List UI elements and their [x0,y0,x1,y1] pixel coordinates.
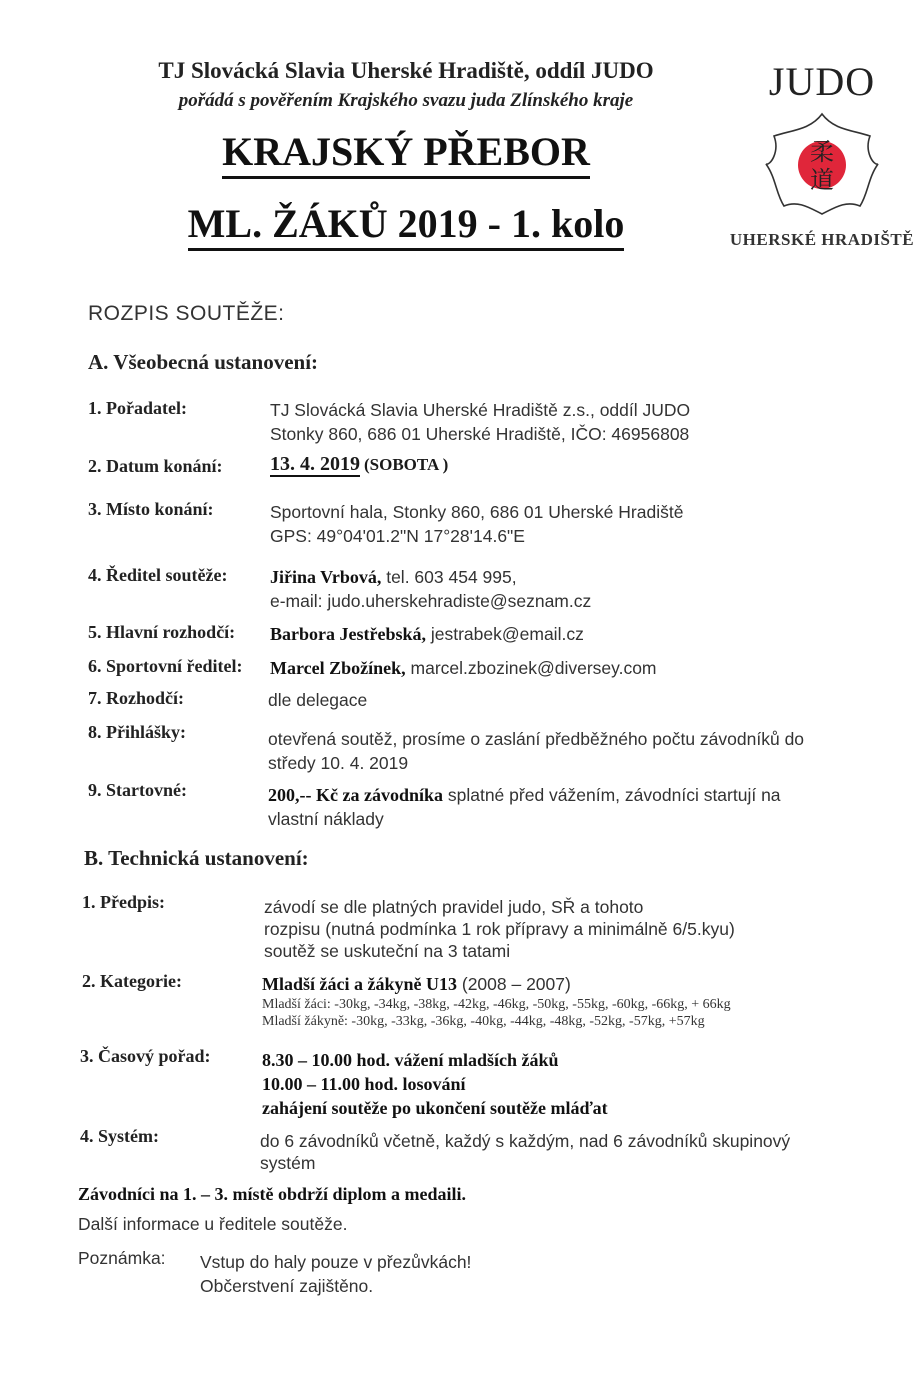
schedule-line: 8.30 – 10.00 hod. vážení mladších žáků [262,1050,559,1070]
label-reditel: 4. Ředitel soutěže: [88,565,228,585]
note-line: Občerstvení zajištěno. [200,1276,374,1296]
note-label: Poznámka: [78,1248,166,1268]
value-predpis [264,896,735,962]
label-kategorie: 2. Kategorie: [82,971,182,991]
director-email: e-mail: judo.uherskehradiste@seznam.cz [270,591,592,611]
value-hlavni-rozhodci [270,622,584,646]
label-hlavni-rozhodci: 5. Hlavní rozhodčí: [88,622,236,642]
value-startovne [268,783,781,831]
label-system: 4. Systém: [80,1126,159,1146]
note-content [200,1250,471,1298]
event-day: (SOBOTA ) [364,455,449,474]
label-predpis: 1. Předpis: [82,892,165,912]
logo-text-city: UHERSKÉ HRADIŠTĚ [729,230,915,249]
value-poradatel [270,398,690,446]
medals-note: Závodníci na 1. – 3. místě obdrží diplom a medaili. [78,1184,467,1204]
weights-boys: Mladší žáci: -30kg, -34kg, -38kg, -42kg, -46kg, -50kg, -55kg, -60kg, -66kg, + 66kg [262,997,731,1012]
section-a-heading: A. Všeobecná ustanovení: [88,350,319,374]
value-line: TJ Slovácká Slavia Uherské Hradiště z.s., oddíl JUDO [270,400,691,420]
value-line: do 6 závodníků včetně, každý s každým, nad 6 závodníků skupinový [260,1131,791,1151]
organization-name: TJ Slovácká Slavia Uherské Hradiště, oddíl JUDO [158,58,654,83]
label-startovne: 9. Startovné: [88,780,187,800]
value-line: Sportovní hala, Stonky 860, 686 01 Uherské Hradiště [270,502,684,522]
director-phone: tel. 603 454 995, [381,567,517,587]
schedule-line: 10.00 – 11.00 hod. losování [262,1074,466,1094]
label-sportovni-reditel: 6. Sportovní ředitel: [88,656,243,676]
rozpis-heading: ROZPIS SOUTĚŽE: [88,302,285,325]
schedule-line: zahájení soutěže po ukončení soutěže mláďat [262,1098,608,1118]
value-casovy-porad [262,1048,608,1120]
judo-logo-emblem [760,108,884,218]
director-name: Jiřina Vrbová, [270,567,382,587]
value-line: středy 10. 4. 2019 [268,753,409,773]
kanji-do: 道 [810,166,834,194]
info-note: Další informace u ředitele soutěže. [78,1214,348,1234]
value-line: závodí se dle platných pravidel judo, SŘ a tohoto [264,897,644,917]
label-misto: 3. Místo konání: [88,499,214,519]
title-line-1-text: KRAJSKÝ PŘEBOR [222,129,590,179]
value-line: soutěž se uskuteční na 3 tatami [264,941,511,961]
weights-girls: Mladší žákyně: -30kg, -33kg, -36kg, -40kg, -44kg, -48kg, -52kg, -57kg, +57kg [262,1014,705,1029]
value-rozhodci: dle delegace [268,690,368,710]
label-rozhodci: 7. Rozhodčí: [88,688,184,708]
value-line: vlastní náklady [268,809,384,829]
title-line-1 [0,128,812,175]
referee-email: jestrabek@email.cz [426,624,584,644]
fee-amount: 200,-- Kč za závodníka [268,785,443,805]
value-reditel [270,565,591,613]
kanji-ju: 柔 [810,138,834,166]
value-sportovni-reditel [270,656,657,680]
sport-director-email: marcel.zbozinek@diversey.com [405,658,657,678]
title-line-2 [0,200,812,247]
value-prihlasky [268,727,804,775]
label-datum: 2. Datum konání: [88,456,223,476]
value-line: GPS: 49°04'01.2"N 17°28'14.6"E [270,526,525,546]
fee-note: splatné před vážením, závodníci startují na [443,785,781,805]
value-misto [270,500,683,548]
section-b-heading: B. Technická ustanovení: [84,846,309,870]
note-line: Vstup do haly pouze v přezůvkách! [200,1252,472,1272]
value-kategorie [262,972,731,1030]
title-line-2-text: ML. ŽÁKŮ 2019 - 1. kolo [188,201,625,251]
value-line: rozpisu (nutná podmínka 1 rok přípravy a minimálně 6/5.kyu) [264,919,735,939]
label-prihlasky: 8. Přihlášky: [88,722,187,742]
value-datum [270,453,448,476]
event-date: 13. 4. 2019 [270,453,360,475]
value-line: otevřená soutěž, prosíme o zaslání předběžného počtu závodníků do [268,729,805,749]
sport-director-name: Marcel Zbožínek, [270,658,406,678]
subtitle: pořádá s pověřením Krajského svazu juda Zlínského kraje [178,90,634,111]
referee-name: Barbora Jestřebská, [270,624,426,644]
value-system [260,1130,790,1174]
label-casovy-porad: 3. Časový pořad: [80,1046,211,1066]
label-poradatel: 1. Pořadatel: [88,398,187,418]
value-line: systém [260,1153,316,1173]
category-name: Mladší žáci a žákyně U13 [262,974,457,994]
logo-text-judo: JUDO [768,59,876,104]
value-line: Stonky 860, 686 01 Uherské Hradiště, IČO: 46956808 [270,424,690,444]
category-years: (2008 – 2007) [457,974,571,994]
